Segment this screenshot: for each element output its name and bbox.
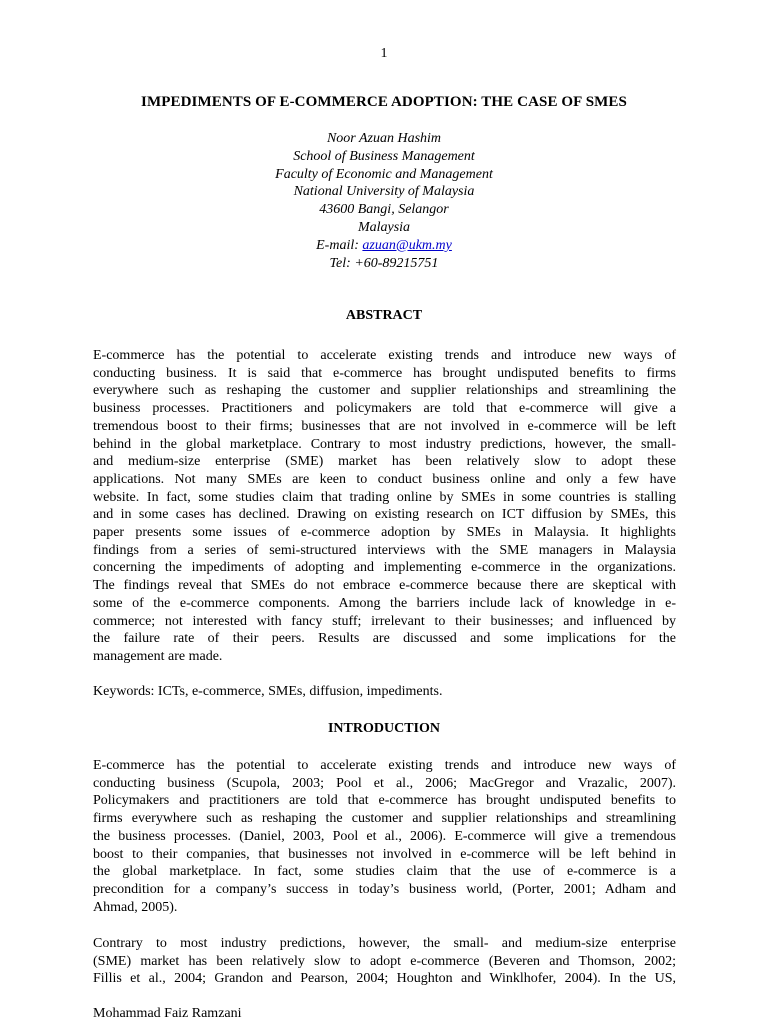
text-line: applications. Not many SMEs are keen to conduct business online and only a few have bbox=[93, 471, 676, 487]
text-line: Policymakers and practitioners are told that e-commerce has brought undisputed benefits to bbox=[93, 793, 676, 809]
text-line: the business processes. (Daniel, 2003, Pool et al., 2006). E-commerce will give a tremendous bbox=[93, 828, 676, 844]
keywords: Keywords: ICTs, e-commerce, SMEs, diffusion, impediments. bbox=[93, 684, 443, 699]
author-country: Malaysia bbox=[357, 219, 411, 235]
text-line: E-commerce has the potential to accelerate existing trends and introduce new ways of bbox=[93, 758, 676, 773]
text-line: conducting business (Scupola, 2003; Pool et al., 2006; MacGregor and Vrazalic, 2007). bbox=[93, 775, 676, 791]
footer-name: Mohammad Faiz Ramzani bbox=[93, 1006, 242, 1021]
text-line: management are made. bbox=[93, 648, 223, 664]
text-line: Contrary to most industry predictions, however, the small- and medium-size enterprise bbox=[93, 936, 676, 951]
text-line: behind in the global marketplace. Contrary to most industry predictions, however, the small- bbox=[93, 436, 676, 452]
text-line: business processes. Practitioners and policymakers are told that e-commerce will give a bbox=[93, 401, 676, 417]
author-address: 43600 Bangi, Selangor bbox=[319, 202, 449, 218]
text-line: and medium-size enterprise (SME) market has been relatively slow to adopt these bbox=[93, 454, 676, 470]
text-line: firms everywhere such as reshaping the customer and supplier relationships and streamlining bbox=[93, 811, 676, 827]
text-line: The findings reveal that SMEs do not embrace e-commerce because there are skeptical with bbox=[93, 578, 676, 594]
author-tel: Tel: +60-89215751 bbox=[329, 255, 439, 271]
author-block bbox=[0, 130, 768, 272]
abstract-heading: ABSTRACT bbox=[345, 308, 423, 323]
paper-title: IMPEDIMENTS OF E-COMMERCE ADOPTION: THE CASE OF SMES bbox=[141, 94, 627, 110]
text-line: the global marketplace. In fact, some studies claim that the use of e-commerce is a bbox=[93, 864, 676, 880]
text-line: conducting business. It is said that e-commerce has brought undisputed benefits to firms bbox=[93, 365, 676, 381]
text-line: Ahmad, 2005). bbox=[93, 899, 178, 915]
email-label: E-mail: bbox=[316, 237, 363, 253]
text-line: concerning the impediments of adopting and implementing e-commerce in the organizations. bbox=[93, 560, 676, 576]
introduction-heading: INTRODUCTION bbox=[327, 721, 440, 736]
text-line: precondition for a company’s success in today’s business world, (Porter, 2001; Adham and bbox=[93, 881, 676, 897]
introduction-paragraph-2 bbox=[93, 935, 676, 988]
author-email-line bbox=[0, 237, 768, 255]
author-school: School of Business Management bbox=[293, 148, 475, 164]
text-line: commerce; not interested with fancy stuff; irrelevant to their businesses; and influenced by bbox=[93, 613, 676, 629]
text-line: website. In fact, some studies claim that trading online by SMEs in some countries is stalling bbox=[93, 489, 676, 505]
author-name: Noor Azuan Hashim bbox=[326, 131, 442, 146]
text-line: findings from a series of semi-structured interviews with the SME managers in Malaysia bbox=[93, 542, 676, 558]
email-link[interactable]: azuan@ukm.my bbox=[362, 237, 452, 253]
abstract-paragraph bbox=[93, 347, 676, 666]
author-university: National University of Malaysia bbox=[293, 184, 475, 200]
page-number: 1 bbox=[380, 46, 388, 61]
author-faculty: Faculty of Economic and Management bbox=[275, 166, 493, 182]
text-line: and in some cases has declined. Drawing on existing research on ICT diffusion by SMEs, this bbox=[93, 507, 676, 523]
text-line: paper presents some issues of e-commerce adoption by SMEs in Malaysia. It highlights bbox=[93, 525, 676, 541]
text-line: Fillis et al., 2004; Grandon and Pearson, 2004; Houghton and Winklhofer, 2004). In the US, bbox=[93, 971, 676, 987]
text-line: some of the e-commerce components. Among the barriers include lack of knowledge in e- bbox=[93, 595, 676, 611]
text-line: tremendous boost to their firms; businesses that are not involved in e-commerce will be left bbox=[93, 418, 676, 434]
introduction-paragraph-1 bbox=[93, 757, 676, 916]
text-line: (SME) market has been relatively slow to adopt e-commerce (Beveren and Thomson, 2002; bbox=[93, 953, 676, 969]
text-line: boost to their companies, that businesses not involved in e-commerce will be left behind in bbox=[93, 846, 676, 862]
text-line: E-commerce has the potential to accelerate existing trends and introduce new ways of bbox=[93, 348, 676, 363]
text-line: everywhere such as reshaping the customer and supplier relationships and streamlining the bbox=[93, 383, 676, 399]
text-line: the failure rate of their peers. Results are discussed and some implications for the bbox=[93, 631, 676, 647]
